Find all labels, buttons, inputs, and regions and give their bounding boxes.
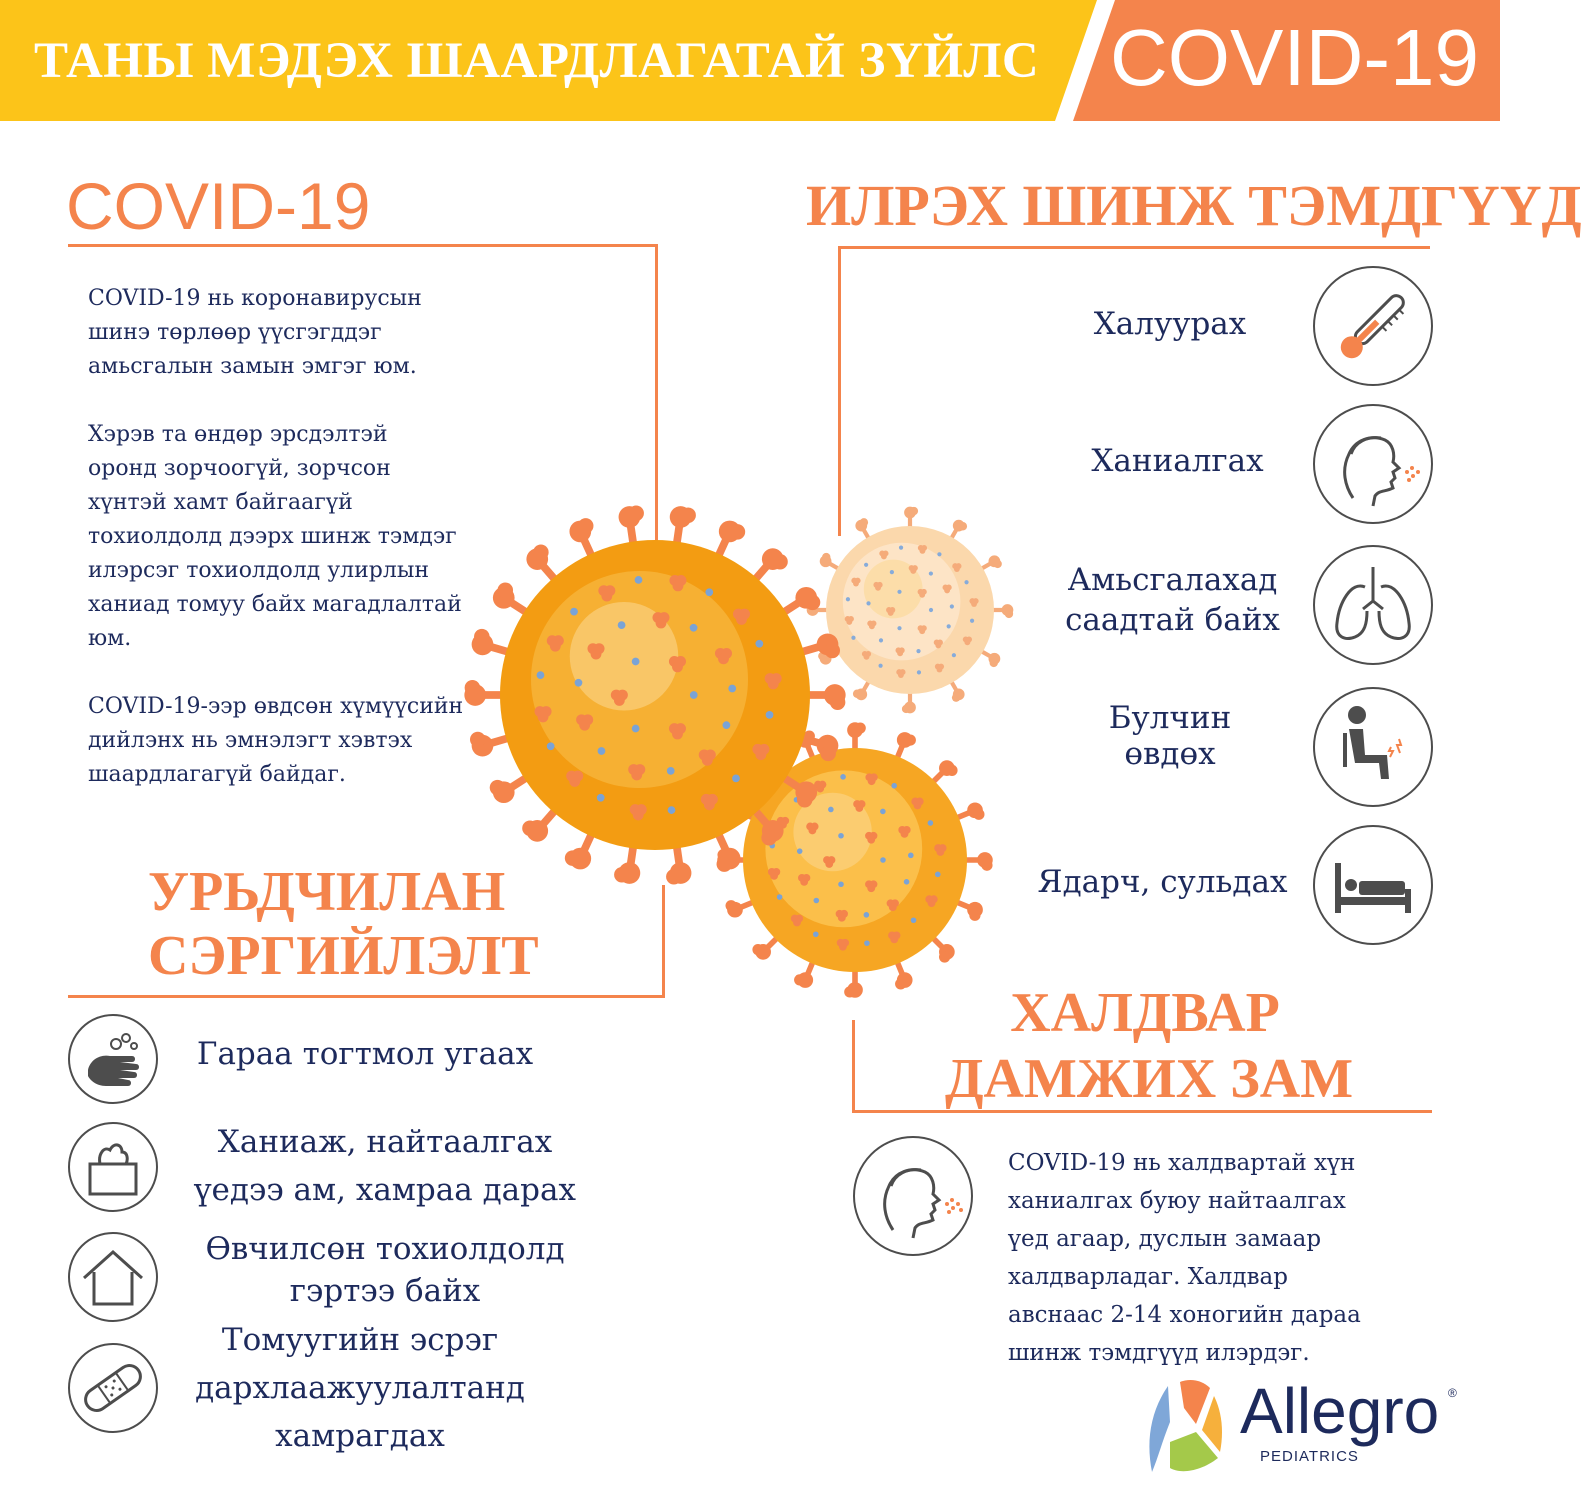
allegro-logo-sub: PEDIATRICS [1260, 1448, 1359, 1465]
heading-line: УРЬДЧИЛАН [148, 861, 506, 923]
prevention-label-handwash [160, 1030, 570, 1078]
symptoms-heading: ИЛРЭХ ШИНЖ ТЭМДГҮҮД [806, 173, 1582, 238]
text-line: Өвчилсөн тохиолдолд [205, 1231, 565, 1267]
thermometer-icon [1313, 266, 1433, 386]
text-line: халдварладаг. Халдвар [1008, 1264, 1288, 1290]
text-line: тохиолдолд дээрх шинж тэмдэг [88, 524, 457, 549]
covid-rule [68, 244, 658, 247]
text-line: Гараа тогтмол угаах [196, 1036, 534, 1072]
symptom-label-fatigue [1020, 864, 1305, 900]
transmission-rule-vertical [852, 1020, 855, 1112]
text-line: юм. [88, 626, 132, 651]
lungs-icon [1313, 545, 1433, 665]
text-line: дийлэнх нь эмнэлэгт хэвтэх [88, 728, 413, 753]
allegro-logo-registered: ® [1448, 1386, 1457, 1400]
text-line: шаардлагагүй байдаг. [88, 762, 346, 787]
allegro-logo-name: Allegro [1240, 1375, 1440, 1447]
text-line: саадтай байх [1065, 602, 1280, 638]
header-badge: COVID-19 [1110, 13, 1479, 102]
text-line: хүнтэй хамт байгаагүй [88, 490, 353, 515]
transmission-description [1008, 1144, 1448, 1372]
text-line: Ханиалгах [1091, 443, 1264, 479]
heading-line: СЭРГИЙЛЭЛТ [148, 925, 539, 987]
muscle-pain-icon [1313, 687, 1433, 807]
prevention-label-cover [160, 1118, 610, 1214]
bandage-icon [68, 1343, 158, 1433]
text-line: өвдөх [1124, 736, 1216, 772]
hand-wash-icon [68, 1014, 158, 1104]
text-line: Амьсгалахад [1067, 562, 1278, 598]
text-line: үед агаар, дуслын замаар [1008, 1226, 1322, 1252]
prevention-label-vaccine [150, 1316, 570, 1460]
transmission-rule [852, 1110, 1432, 1113]
tissue-box-icon [68, 1122, 158, 1212]
allegro-logo [1140, 1372, 1470, 1482]
text-line: дархлаажуулалтанд [195, 1370, 525, 1406]
allegro-logo-mark [1140, 1372, 1240, 1482]
symptom-label-breathing [1030, 560, 1315, 640]
text-line: Ханиаж, найтаалгах [217, 1124, 553, 1160]
text-line: гэртээ байх [289, 1273, 481, 1309]
prevention-label-stayhome [160, 1228, 610, 1312]
sneeze-icon [853, 1136, 973, 1256]
text-line: COVID-19 нь халдвартай хүн [1008, 1150, 1356, 1176]
cough-icon [1313, 404, 1433, 524]
bed-icon [1313, 825, 1433, 945]
text-line: амьсгалын замын эмгэг юм. [88, 354, 417, 379]
text-line: хамрагдах [275, 1418, 445, 1454]
virus-small [807, 507, 1014, 714]
symptoms-rule [838, 246, 1430, 249]
text-line: шинэ төрлөөр үүсгэгддэг [88, 320, 382, 345]
heading-line: ДАМЖИХ ЗАМ [945, 1048, 1354, 1110]
text-line: ханиад томуу байх магадлалтай [88, 592, 462, 617]
virus-illustration [470, 480, 1040, 1010]
symptom-label-muscle [1060, 700, 1280, 772]
text-line: Томуугийн эсрэг [221, 1322, 499, 1358]
text-line: COVID-19 нь коронавирусын [88, 286, 422, 311]
text-line: илэрсэг тохиолдолд улирлын [88, 558, 430, 583]
text-line: шинж тэмдгүүд илэрдэг. [1008, 1340, 1310, 1366]
text-line: Халуурах [1093, 306, 1247, 342]
symptom-label-cough [1040, 443, 1315, 479]
text-line: авснаас 2-14 хоногийн дараа [1008, 1302, 1361, 1328]
covid-heading: COVID-19 [66, 169, 371, 243]
symptom-label-fever [1030, 306, 1310, 342]
text-line: үедээ ам, хамраа дарах [194, 1172, 576, 1208]
heading-line: ХАЛДВАР [1010, 982, 1280, 1044]
text-line: оронд зорчоогүй, зорчсон [88, 456, 391, 481]
text-line: Ядарч, сульдах [1037, 864, 1288, 900]
home-icon [68, 1232, 158, 1322]
text-line: ханиалгах буюу найтаалгах [1008, 1188, 1346, 1214]
text-line: COVID-19-ээр өвдсөн хүмүүсийн [88, 694, 464, 719]
text-line: Булчин [1108, 700, 1232, 736]
page-title: ТАНЫ МЭДЭХ ШААРДЛАГАТАЙ ЗҮЙЛС [34, 33, 1040, 89]
text-line: Хэрэв та өндөр эрсдэлтэй [88, 422, 388, 447]
